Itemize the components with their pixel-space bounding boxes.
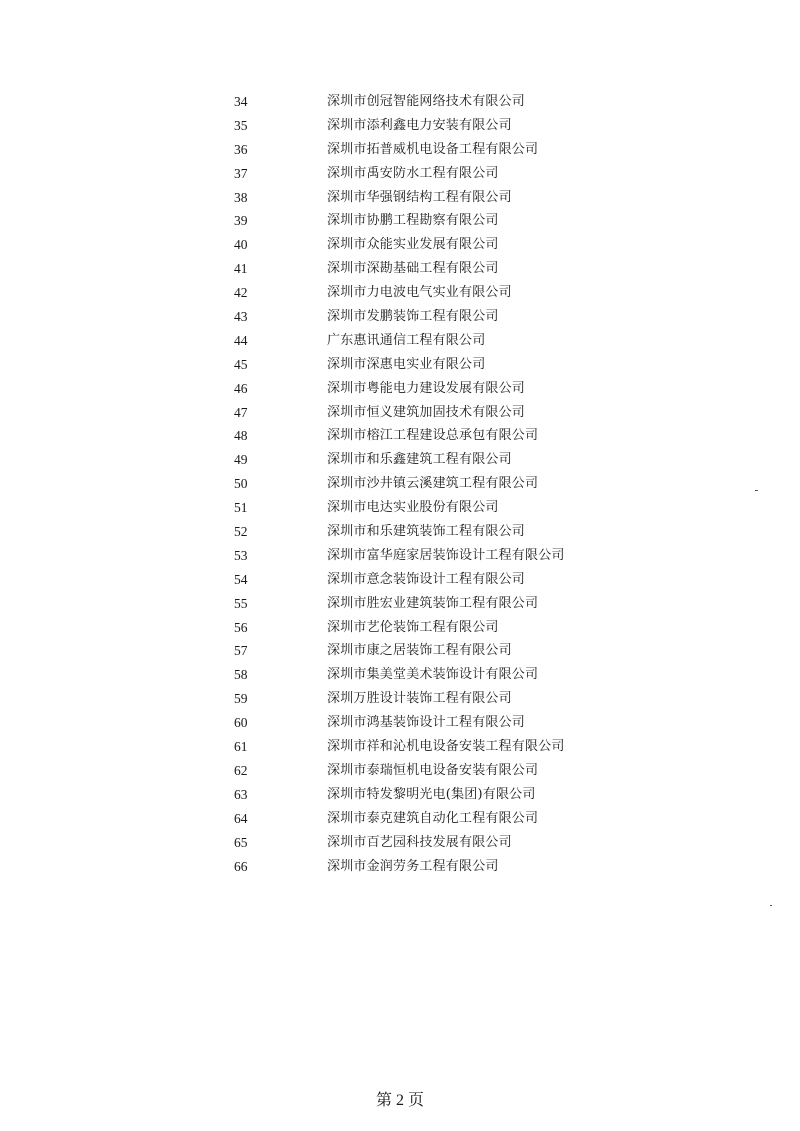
item-number: 41	[234, 261, 248, 277]
company-name: 深圳市泰克建筑自动化工程有限公司	[327, 810, 539, 826]
item-number: 34	[234, 94, 248, 109]
company-name: 深圳市金润劳务工程有限公司	[327, 858, 499, 874]
company-name: 深圳市众能实业发展有限公司	[327, 237, 499, 253]
list-item	[0, 257, 800, 281]
list-item	[0, 616, 800, 640]
scan-mark	[755, 490, 758, 491]
item-number: 49	[234, 452, 248, 468]
item-number: 42	[234, 285, 248, 301]
company-name: 深圳市榕江工程建设总承包有限公司	[327, 428, 539, 444]
company-name: 深圳万胜设计装饰工程有限公司	[327, 691, 512, 707]
company-name: 深圳市康之居装饰工程有限公司	[327, 643, 512, 659]
list-item	[0, 520, 800, 544]
company-name: 深圳市禹安防水工程有限公司	[327, 165, 499, 181]
item-number: 56	[234, 619, 248, 635]
company-name: 深圳市拓普威机电设备工程有限公司	[327, 141, 539, 157]
item-number: 54	[234, 571, 248, 587]
item-number: 53	[234, 547, 248, 563]
company-name: 深圳市深勘基础工程有限公司	[327, 261, 499, 277]
list-item	[0, 138, 800, 162]
item-number: 65	[234, 834, 248, 850]
company-name: 深圳市特发黎明光电(集团)有限公司	[327, 786, 536, 802]
item-number: 51	[234, 500, 248, 516]
company-name: 深圳市集美堂美术装饰设计有限公司	[327, 667, 539, 683]
list-item	[0, 711, 800, 735]
item-number: 39	[234, 213, 248, 229]
company-name: 深圳市粤能电力建设发展有限公司	[327, 380, 526, 396]
company-name: 深圳市沙井镇云溪建筑工程有限公司	[327, 476, 539, 492]
list-item	[0, 281, 800, 305]
company-name: 深圳市泰瑞恒机电设备安装有限公司	[327, 762, 539, 778]
item-number: 45	[234, 356, 248, 372]
list-item	[0, 186, 800, 210]
company-name: 深圳市艺伦装饰工程有限公司	[327, 619, 499, 635]
item-number: 36	[234, 141, 248, 157]
item-number: 40	[234, 237, 248, 253]
item-number: 43	[234, 309, 248, 325]
item-number: 48	[234, 428, 248, 444]
company-name: 深圳市鸿基装饰设计工程有限公司	[327, 715, 526, 731]
page-number: 第 2 页	[375, 1092, 424, 1109]
list-item	[0, 305, 800, 329]
item-number: 35	[234, 117, 248, 133]
list-item	[0, 233, 800, 257]
company-name: 深圳市意念装饰设计工程有限公司	[327, 571, 526, 587]
company-name: 深圳市发鹏装饰工程有限公司	[327, 309, 499, 325]
item-number: 57	[234, 643, 248, 659]
company-name: 深圳市添利鑫电力安装有限公司	[327, 117, 512, 133]
item-number: 59	[234, 691, 248, 707]
item-number: 38	[234, 189, 248, 205]
item-number: 55	[234, 595, 248, 611]
company-list	[0, 90, 800, 878]
item-number: 64	[234, 810, 248, 826]
list-item	[0, 209, 800, 233]
item-number: 62	[234, 762, 248, 778]
list-item	[0, 401, 800, 425]
item-number: 44	[234, 332, 248, 348]
company-name: 深圳市协鹏工程勘察有限公司	[327, 213, 499, 229]
list-item	[0, 90, 800, 114]
company-name: 深圳市百艺园科技发展有限公司	[327, 834, 512, 850]
list-item	[0, 735, 800, 759]
list-item	[0, 496, 800, 520]
company-name: 深圳市祥和沁机电设备安装工程有限公司	[327, 739, 565, 755]
item-number: 37	[234, 165, 248, 181]
list-item	[0, 424, 800, 448]
list-item	[0, 831, 800, 855]
list-item	[0, 639, 800, 663]
company-name: 深圳市和乐鑫建筑工程有限公司	[327, 452, 512, 468]
company-name: 深圳市创冠智能网络技术有限公司	[327, 94, 526, 109]
list-item	[0, 114, 800, 138]
list-item	[0, 353, 800, 377]
list-item	[0, 568, 800, 592]
list-item	[0, 807, 800, 831]
item-number: 66	[234, 858, 248, 874]
item-number: 50	[234, 476, 248, 492]
list-item	[0, 783, 800, 807]
list-item	[0, 592, 800, 616]
list-item	[0, 544, 800, 568]
company-name: 深圳市电达实业股份有限公司	[327, 500, 499, 516]
list-item	[0, 687, 800, 711]
list-item	[0, 329, 800, 353]
list-item	[0, 472, 800, 496]
company-name: 深圳市力电波电气实业有限公司	[327, 285, 512, 301]
list-item	[0, 759, 800, 783]
list-item	[0, 663, 800, 687]
company-name: 广东惠讯通信工程有限公司	[327, 332, 486, 348]
company-name: 深圳市深惠电实业有限公司	[327, 356, 486, 372]
company-name: 深圳市富华庭家居装饰设计工程有限公司	[327, 547, 565, 563]
company-name: 深圳市华强钢结构工程有限公司	[327, 189, 512, 205]
scan-mark	[770, 905, 772, 906]
list-item	[0, 448, 800, 472]
list-item	[0, 377, 800, 401]
list-item	[0, 162, 800, 186]
item-number: 61	[234, 739, 248, 755]
item-number: 60	[234, 715, 248, 731]
item-number: 52	[234, 524, 248, 540]
company-name: 深圳市胜宏业建筑装饰工程有限公司	[327, 595, 539, 611]
item-number: 63	[234, 786, 248, 802]
item-number: 46	[234, 380, 248, 396]
item-number: 58	[234, 667, 248, 683]
list-item	[0, 855, 800, 879]
company-name: 深圳市和乐建筑装饰工程有限公司	[327, 524, 526, 540]
item-number: 47	[234, 404, 248, 420]
company-name: 深圳市恒义建筑加固技术有限公司	[327, 404, 526, 420]
